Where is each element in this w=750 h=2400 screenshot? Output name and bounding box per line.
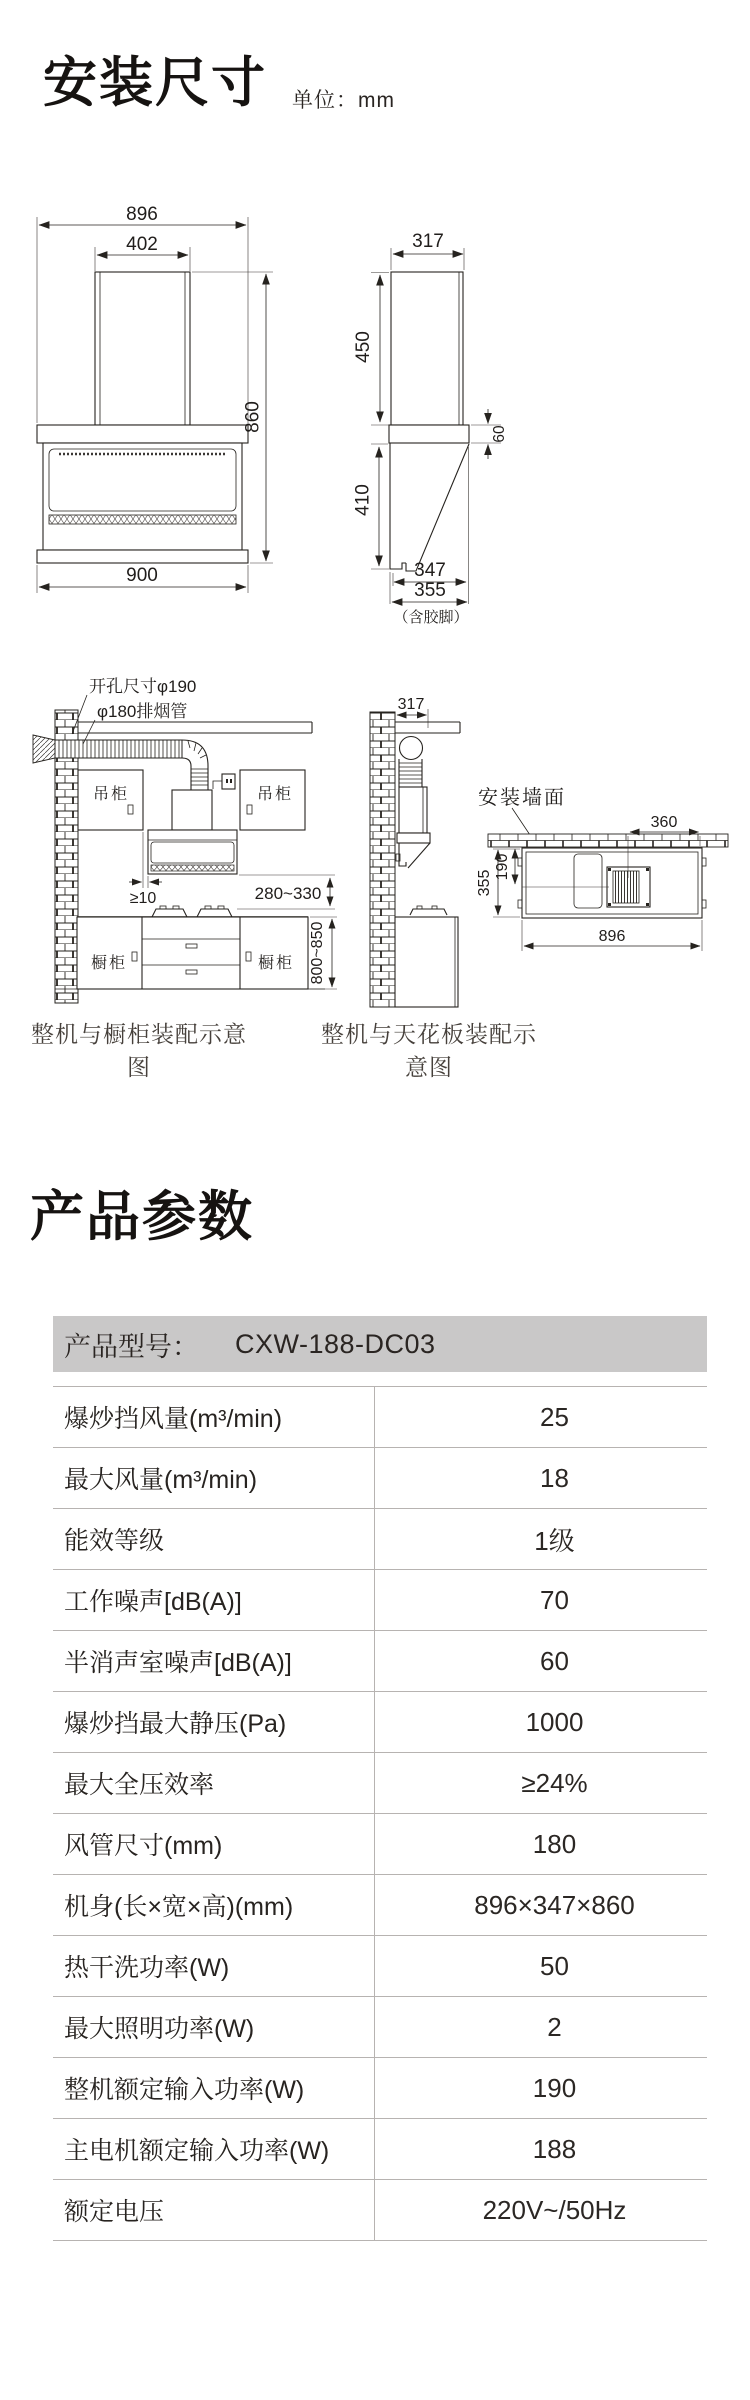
dim-label-60: 60 — [491, 425, 508, 443]
spec-value: 180 — [532, 1828, 577, 1859]
spec-value: 18 — [540, 1462, 569, 1493]
spec-section-title: 产品参数 — [30, 1187, 254, 1247]
wall-cabinet-left-label: 吊柜 — [92, 786, 130, 803]
spec-label: 工作噪声[dB(A)] — [64, 1588, 242, 1616]
hood-chimney — [95, 272, 190, 425]
unit-note: 单位：mm — [292, 89, 395, 112]
dim-label-900: 900 — [126, 565, 158, 586]
spec-value: 896×347×860 — [474, 1889, 635, 1920]
base-cabinet-right-label: 橱柜 — [257, 955, 295, 972]
spec-row — [53, 1935, 707, 1996]
dim-317 — [391, 231, 464, 270]
spec-value: 60 — [540, 1645, 569, 1676]
ceiling-assembly-diagram — [365, 678, 745, 1013]
dim-label-860: 860 — [242, 401, 264, 433]
wall-cabinet-left — [78, 770, 143, 830]
install-section-title: 安装尺寸 — [43, 53, 267, 113]
body-side-profile — [389, 425, 469, 571]
spec-table-body — [53, 1386, 707, 2241]
install-wall-label: 安装墙面 — [478, 787, 566, 809]
spec-row — [53, 2179, 707, 2240]
ceiling-slab — [395, 722, 460, 733]
filter-mesh — [49, 515, 236, 524]
wall-cabinet-right-label: 吊柜 — [256, 786, 294, 803]
spec-label: 整机额定输入功率(W) — [64, 2076, 305, 2104]
hood-body — [37, 425, 248, 563]
spec-row — [53, 2057, 707, 2118]
spec-value: 1000 — [525, 1706, 584, 1737]
base-cabinets — [55, 917, 325, 989]
spec-label: 爆炒挡最大静压(Pa) — [64, 1710, 287, 1738]
spec-row — [53, 1447, 707, 1508]
hood-top-view — [518, 848, 706, 918]
spec-value: 70 — [540, 1584, 569, 1615]
spec-row — [53, 1691, 707, 1752]
spec-label: 风管尺寸(mm) — [64, 1832, 223, 1860]
dim-counter-height — [309, 917, 337, 989]
feet-note: （含胶脚） — [393, 609, 469, 626]
spec-label: 最大全压效率 — [64, 1771, 215, 1799]
spec-value: 2 — [547, 2011, 562, 2042]
spec-value: 188 — [532, 2133, 577, 2164]
dim-hood-to-counter — [237, 875, 335, 909]
model-label: 产品型号： — [64, 1331, 199, 1362]
ceiling — [78, 722, 312, 733]
spec-row — [53, 1630, 707, 1691]
gas-stove — [152, 906, 232, 917]
stove-counter-side — [395, 906, 458, 1007]
power-outlet-icon — [213, 774, 235, 789]
brick-wall — [370, 712, 395, 1007]
spec-row — [53, 2118, 707, 2179]
wall-label — [478, 786, 566, 835]
spec-value: 190 — [532, 2072, 577, 2103]
hole-size-note: 开孔尺寸φ190 — [89, 677, 197, 696]
spec-label: 能效等级 — [64, 1527, 165, 1555]
cabinet-diagram-caption: 整机与橱柜装配示意图 — [31, 1021, 247, 1080]
hood-side-profile — [396, 787, 430, 868]
spec-value: 25 — [540, 1401, 569, 1432]
dim-label-190: 190 — [494, 853, 511, 881]
dim-label-355: 355 — [414, 580, 446, 601]
spec-row — [53, 1386, 707, 1447]
spec-label: 爆炒挡风量(m³/min) — [64, 1405, 283, 1433]
dim-label-896-top: 896 — [598, 928, 626, 945]
spec-label: 机身(长×宽×高)(mm) — [64, 1893, 294, 1921]
spec-value: 220V~/50Hz — [482, 2194, 627, 2225]
front-view-drawing — [25, 195, 275, 600]
dim-label-355-top: 355 — [476, 869, 493, 897]
spec-label: 最大照明功率(W) — [64, 2015, 255, 2043]
spec-row — [53, 1813, 707, 1874]
dim-402 — [95, 234, 190, 271]
dim-label-317-side: 317 — [397, 696, 425, 713]
ceiling-diagram-caption: 整机与天花板装配示意图 — [321, 1021, 537, 1080]
dim-317-side — [397, 696, 428, 728]
spec-label: 最大风量(m³/min) — [64, 1466, 258, 1494]
dim-label-402: 402 — [126, 234, 158, 255]
column-divider — [374, 1386, 375, 2240]
model-value: CXW-188-DC03 — [235, 1328, 436, 1359]
dim-label-hood-to-counter: 280~330 — [254, 884, 322, 903]
spec-value: ≥24% — [521, 1767, 588, 1798]
spec-table-header — [53, 1316, 707, 1372]
spec-table — [53, 1316, 707, 2241]
chimney-side — [391, 272, 463, 425]
leader-notes — [72, 677, 196, 744]
wall-strip-top-view — [488, 834, 728, 847]
side-view-drawing — [352, 195, 508, 635]
dim-355-top — [476, 849, 520, 917]
dim-60 — [471, 409, 508, 459]
dim-label-347: 347 — [414, 560, 446, 581]
dim-450 — [353, 273, 389, 426]
spec-row — [53, 1569, 707, 1630]
spec-value: 50 — [540, 1950, 569, 1981]
cabinet-assembly-diagram — [25, 678, 340, 1013]
spec-label: 主电机额定输入功率(W) — [64, 2137, 330, 2165]
dim-896-top — [522, 920, 702, 951]
spec-row — [53, 1874, 707, 1935]
dim-label-clearance: ≥10 — [129, 890, 157, 907]
dim-label-450: 450 — [353, 331, 374, 363]
dim-label-317: 317 — [412, 231, 444, 252]
base-cabinet-left-label: 橱柜 — [90, 955, 128, 972]
dim-label-360: 360 — [650, 814, 678, 831]
duct-size-note: φ180排烟管 — [97, 702, 188, 721]
dim-410 — [353, 444, 390, 569]
dim-900 — [37, 565, 248, 593]
dim-label-410: 410 — [352, 484, 374, 516]
spec-row — [53, 1996, 707, 2057]
spec-label: 半消声室噪声[dB(A)] — [64, 1649, 292, 1677]
wall-cabinet-right — [240, 770, 305, 830]
spec-row — [53, 1508, 707, 1569]
spec-label: 热干洗功率(W) — [64, 1954, 230, 1982]
dim-label-896: 896 — [126, 204, 158, 225]
range-hood — [148, 790, 237, 874]
duct-side — [399, 737, 423, 788]
spec-row — [53, 1752, 707, 1813]
spec-value: 1级 — [534, 1525, 575, 1556]
spec-label: 额定电压 — [64, 2198, 165, 2226]
dim-label-counter-height: 800~850 — [309, 921, 326, 985]
